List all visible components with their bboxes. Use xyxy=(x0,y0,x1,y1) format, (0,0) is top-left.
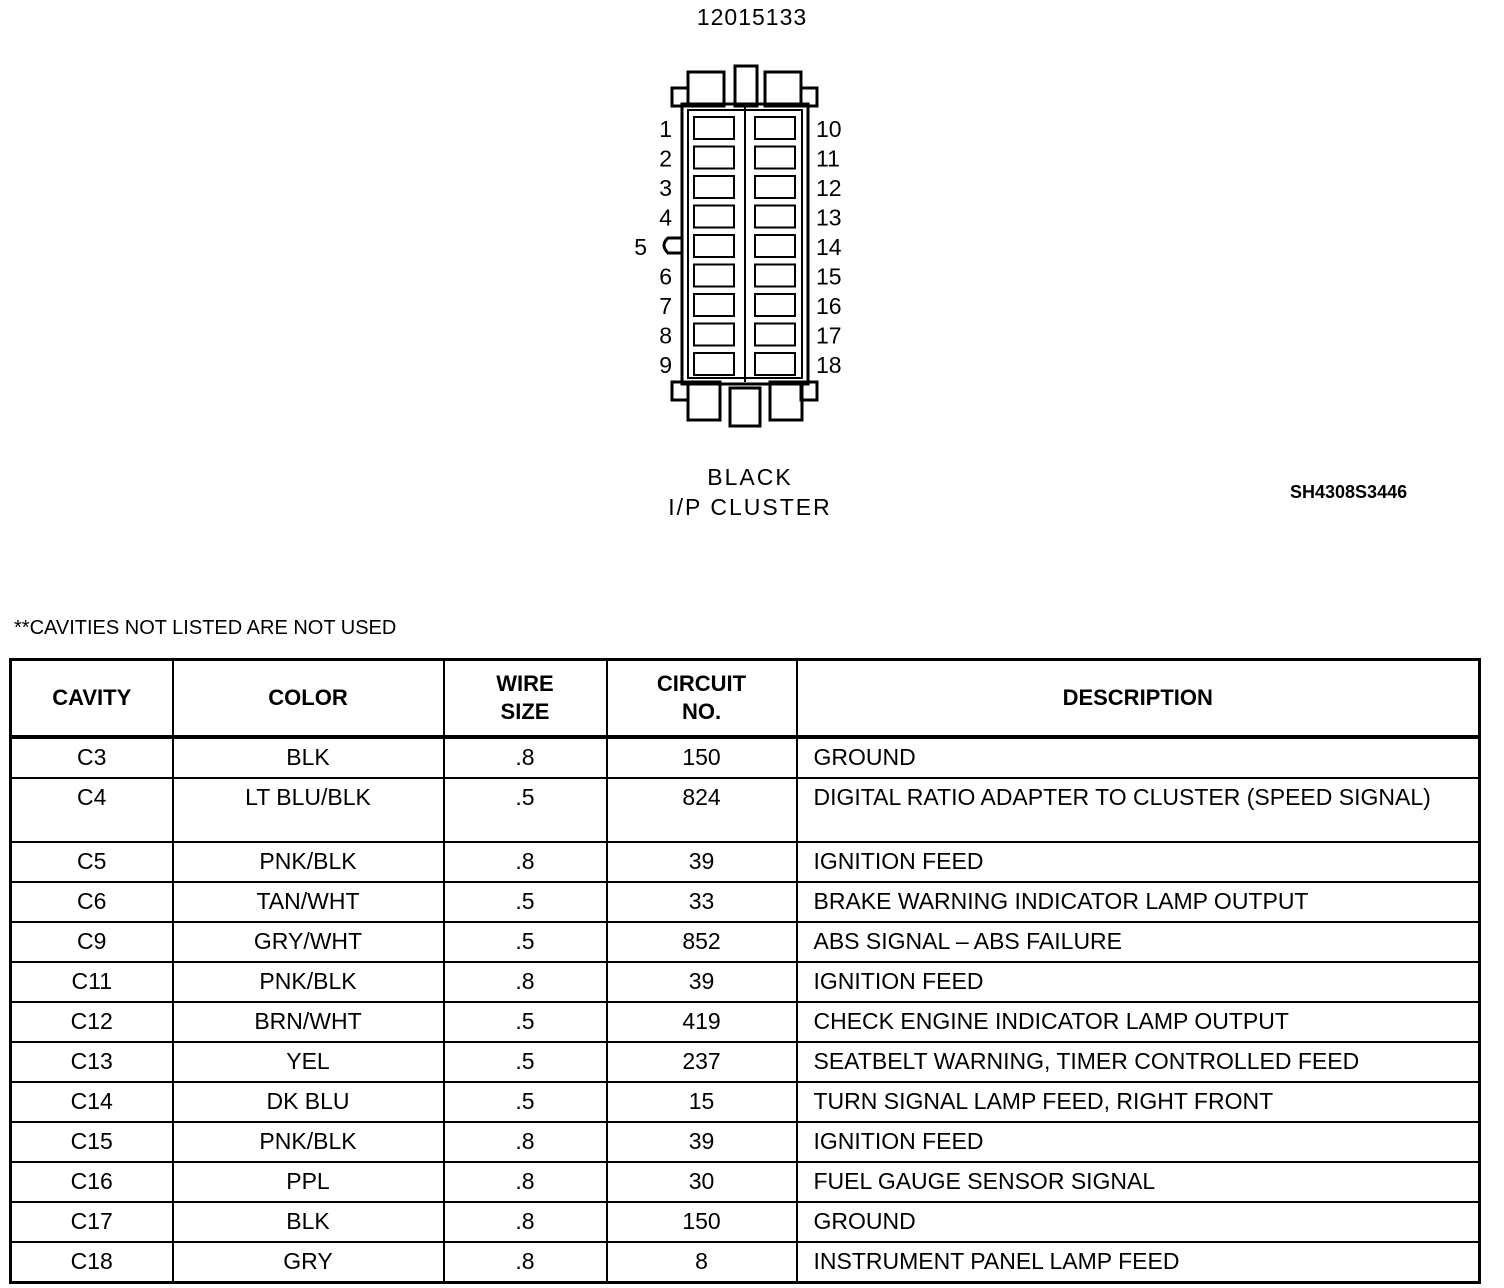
connector-top-latch-left xyxy=(688,72,724,106)
cavity-11 xyxy=(755,147,795,169)
cell-color: BLK xyxy=(173,737,444,778)
cavity-10 xyxy=(755,117,795,139)
cell-description: INSTRUMENT PANEL LAMP FEED xyxy=(797,1242,1480,1283)
cell-description: FUEL GAUGE SENSOR SIGNAL xyxy=(797,1162,1480,1202)
cell-circuit: 824 xyxy=(607,778,797,842)
cell-cavity: C9 xyxy=(11,922,173,962)
cavity-14 xyxy=(755,235,795,257)
cavity-1 xyxy=(694,117,734,139)
cell-circuit: 150 xyxy=(607,1202,797,1242)
connector-diagram xyxy=(600,60,900,440)
pin-label-14: 14 xyxy=(816,234,842,260)
pin-label-15: 15 xyxy=(816,263,842,290)
connector-top-latch-right xyxy=(765,72,801,106)
cell-description: IGNITION FEED xyxy=(797,962,1480,1002)
pin-label-8: 8 xyxy=(659,322,672,349)
cell-cavity: C11 xyxy=(11,962,173,1002)
cell-description: GROUND xyxy=(797,737,1480,778)
pin-label-13: 13 xyxy=(816,204,842,231)
cavity-3 xyxy=(694,176,734,198)
pin-label-11: 11 xyxy=(816,145,840,172)
header-circuit-no: CIRCUIT NO. xyxy=(607,660,797,738)
cell-color: LT BLU/BLK xyxy=(173,778,444,842)
pin-label-4: 4 xyxy=(659,204,672,231)
connector-part-number: 12015133 xyxy=(696,4,808,30)
cell-circuit: 39 xyxy=(607,962,797,1002)
cavity-13 xyxy=(755,206,795,228)
table-row xyxy=(11,1042,1480,1082)
header-description: DESCRIPTION xyxy=(797,660,1480,738)
cell-description: BRAKE WARNING INDICATOR LAMP OUTPUT xyxy=(797,882,1480,922)
cell-cavity: C3 xyxy=(11,737,173,778)
cell-wire-size: .8 xyxy=(444,1242,607,1283)
table-row xyxy=(11,1242,1480,1283)
pin-label-2: 2 xyxy=(659,145,672,172)
cell-description: ABS SIGNAL – ABS FAILURE xyxy=(797,922,1480,962)
cell-wire-size: .5 xyxy=(444,1042,607,1082)
cavity-17 xyxy=(755,324,795,346)
connector-bottom-latch-center xyxy=(730,388,760,426)
cell-color: GRY xyxy=(173,1242,444,1283)
cell-circuit: 150 xyxy=(607,737,797,778)
cell-circuit: 419 xyxy=(607,1002,797,1042)
cell-wire-size: .5 xyxy=(444,778,607,842)
cell-description: DIGITAL RATIO ADAPTER TO CLUSTER (SPEED SIGNAL) xyxy=(797,778,1480,842)
cavity-table xyxy=(9,658,1481,1284)
cell-color: BRN/WHT xyxy=(173,1002,444,1042)
cell-description: IGNITION FEED xyxy=(797,1122,1480,1162)
table-row xyxy=(11,778,1480,842)
table-row xyxy=(11,842,1480,882)
cavity-12 xyxy=(755,176,795,198)
pin-label-1: 1 xyxy=(659,116,672,142)
table-row xyxy=(11,922,1480,962)
cell-circuit: 39 xyxy=(607,842,797,882)
cell-wire-size: .5 xyxy=(444,1002,607,1042)
cell-description: GROUND xyxy=(797,1202,1480,1242)
cell-description: CHECK ENGINE INDICATOR LAMP OUTPUT xyxy=(797,1002,1480,1042)
cell-circuit: 852 xyxy=(607,922,797,962)
pin-label-12: 12 xyxy=(816,175,842,201)
cell-color: PNK/BLK xyxy=(173,962,444,1002)
cell-cavity: C16 xyxy=(11,1162,173,1202)
cavity-5 xyxy=(694,235,734,257)
connector-color-label: BLACK xyxy=(707,464,793,490)
cell-wire-size: .8 xyxy=(444,1202,607,1242)
cavity-7 xyxy=(694,294,734,316)
cell-wire-size: .8 xyxy=(444,842,607,882)
cavity-4 xyxy=(694,206,734,228)
connector-bottom-latch-left xyxy=(688,382,720,420)
cell-color: YEL xyxy=(173,1042,444,1082)
cavity-18 xyxy=(755,353,795,375)
table-row xyxy=(11,1162,1480,1202)
connector-top-latch-center xyxy=(735,66,757,106)
connector-name-label: I/P CLUSTER xyxy=(668,494,832,520)
pin-label-16: 16 xyxy=(816,293,842,319)
cell-cavity: C18 xyxy=(11,1242,173,1283)
cell-color: PNK/BLK xyxy=(173,1122,444,1162)
cell-wire-size: .8 xyxy=(444,962,607,1002)
cell-color: TAN/WHT xyxy=(173,882,444,922)
cell-wire-size: .5 xyxy=(444,922,607,962)
cavity-8 xyxy=(694,324,734,346)
cell-cavity: C13 xyxy=(11,1042,173,1082)
cell-cavity: C17 xyxy=(11,1202,173,1242)
connector-bottom-latch-right xyxy=(770,382,802,420)
cell-cavity: C6 xyxy=(11,882,173,922)
cell-color: GRY/WHT xyxy=(173,922,444,962)
pin-label-10: 10 xyxy=(816,116,842,142)
table-header-row xyxy=(11,660,1480,738)
cell-circuit: 8 xyxy=(607,1242,797,1283)
table-row xyxy=(11,882,1480,922)
cell-cavity: C4 xyxy=(11,778,173,842)
pin-label-17: 17 xyxy=(816,322,842,349)
cell-circuit: 33 xyxy=(607,882,797,922)
cell-color: DK BLU xyxy=(173,1082,444,1122)
cavity-6 xyxy=(694,265,734,287)
pin-label-9: 9 xyxy=(659,352,672,378)
table-row xyxy=(11,1082,1480,1122)
cell-circuit: 15 xyxy=(607,1082,797,1122)
pin-label-7: 7 xyxy=(659,293,672,319)
cell-wire-size: .5 xyxy=(444,1082,607,1122)
cell-color: PNK/BLK xyxy=(173,842,444,882)
cavity-2 xyxy=(694,147,734,169)
cavity-9 xyxy=(694,353,734,375)
cell-wire-size: .8 xyxy=(444,1122,607,1162)
cell-cavity: C5 xyxy=(11,842,173,882)
cell-circuit: 30 xyxy=(607,1162,797,1202)
table-row xyxy=(11,1002,1480,1042)
cell-circuit: 237 xyxy=(607,1042,797,1082)
cell-cavity: C12 xyxy=(11,1002,173,1042)
cell-wire-size: .8 xyxy=(444,737,607,778)
table-row xyxy=(11,962,1480,1002)
cell-wire-size: .8 xyxy=(444,1162,607,1202)
header-wire-size: WIRE SIZE xyxy=(444,660,607,738)
cell-circuit: 39 xyxy=(607,1122,797,1162)
cell-wire-size: .5 xyxy=(444,882,607,922)
table-row xyxy=(11,1122,1480,1162)
pin-label-18: 18 xyxy=(816,352,842,378)
cell-cavity: C14 xyxy=(11,1082,173,1122)
cavity-16 xyxy=(755,294,795,316)
table-row xyxy=(11,1202,1480,1242)
cell-cavity: C15 xyxy=(11,1122,173,1162)
cavity-note: **CAVITIES NOT LISTED ARE NOT USED xyxy=(14,617,397,639)
pin-label-6: 6 xyxy=(659,263,672,290)
pin-label-5: 5 xyxy=(634,234,647,260)
table-row xyxy=(11,737,1480,778)
cell-description: TURN SIGNAL LAMP FEED, RIGHT FRONT xyxy=(797,1082,1480,1122)
header-color: COLOR xyxy=(173,660,444,738)
cell-description: IGNITION FEED xyxy=(797,842,1480,882)
cell-description: SEATBELT WARNING, TIMER CONTROLLED FEED xyxy=(797,1042,1480,1082)
drawing-id: SH4308S3446 xyxy=(1290,482,1408,502)
cell-color: PPL xyxy=(173,1162,444,1202)
connector-key-notch xyxy=(664,238,682,253)
pin-label-3: 3 xyxy=(659,175,672,201)
header-cavity: CAVITY xyxy=(11,660,173,738)
cell-color: BLK xyxy=(173,1202,444,1242)
cavity-15 xyxy=(755,265,795,287)
